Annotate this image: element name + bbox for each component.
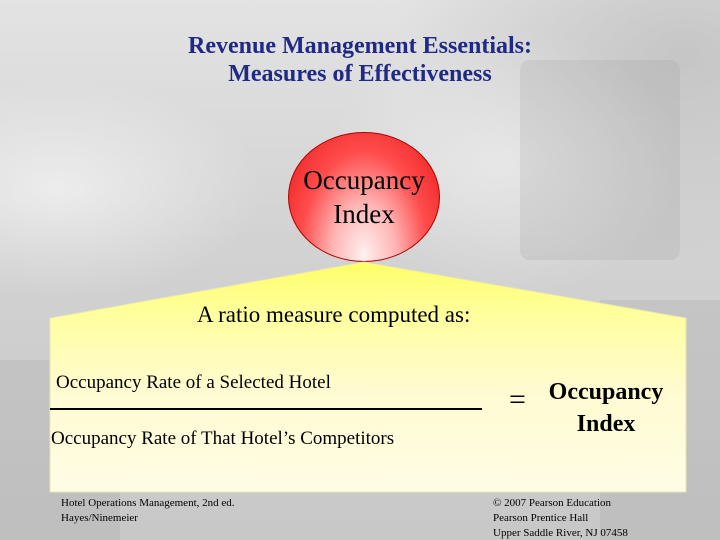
footer-citation — [61, 496, 235, 526]
equals-sign: = — [509, 383, 526, 416]
slide-title-line1: Revenue Management Essentials: — [188, 33, 532, 59]
circle-line1: Occupancy — [303, 165, 425, 195]
footer-left-line2: Hayes/Ninemeier — [61, 512, 138, 524]
footer-right-line2: Pearson Prentice Hall — [493, 512, 589, 524]
ratio-caption: A ratio measure computed as: — [197, 302, 471, 327]
circle-line2: Index — [333, 199, 395, 229]
footer-right-line1: © 2007 Pearson Education — [493, 497, 612, 509]
footer-right-line3: Upper Saddle River, NJ 07458 — [493, 527, 628, 539]
footer-left-line1: Hotel Operations Management, 2nd ed. — [61, 497, 235, 509]
fraction-denominator: Occupancy Rate of That Hotel’s Competitors — [51, 428, 395, 449]
fraction-line — [50, 408, 482, 410]
result-line2: Index — [576, 411, 636, 437]
slide-title-line2: Measures of Effectiveness — [228, 61, 492, 87]
result-label — [538, 376, 674, 440]
result-line1: Occupancy — [548, 379, 664, 405]
footer-copyright — [493, 496, 628, 540]
fraction-numerator: Occupancy Rate of a Selected Hotel — [56, 372, 331, 393]
